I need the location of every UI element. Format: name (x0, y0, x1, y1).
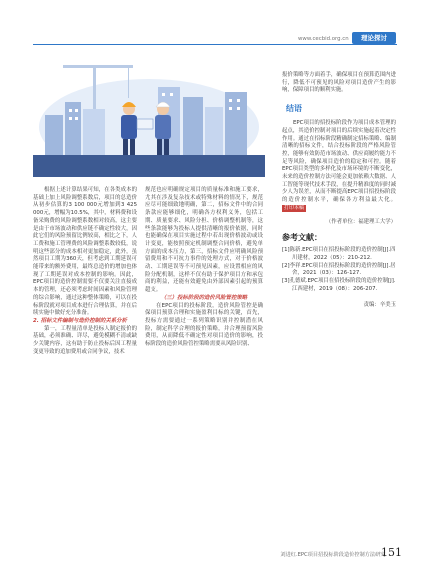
header-url: www.cecbid.org.cn (298, 36, 349, 42)
paragraph: 第一，工程量清单是投标人制定报价的基础，必须准确、详尽，避免模糊不清或缺少关键内容，这有助于防止投标后因工程量变更导致的追加费用或合同争议，技术 (33, 325, 137, 355)
reference-item: [3]孔德斌.EPC项目在招投标阶段的造价控制[J].江西建材，2019（08）：206-207. (282, 278, 396, 292)
header-rule (33, 44, 397, 45)
reference-item: [1]陈新.EPC项目在招投标阶段的造价控制[J].四川建材，2022（05）：210-212. (282, 247, 396, 261)
running-title-text: 刘进红.EPC项目招投标阶段造价控制方法研究 (280, 552, 386, 558)
subsection-heading: 2. 招标文件编制与造价控制的关系分析 (33, 317, 127, 324)
column-middle (145, 187, 263, 349)
paragraph: 在EPC项目的投标阶段，造价风险管控是确保项目预算合理和实施盈利目标的关键，首先，投标方需要通过一系列策略识别并控制潜在风险，制定科学合理的报价策略，并合理预留风险费用，从而降低不确定性对项目造价的影响，投标阶段的造价风险管控策略需要从风险识别、 (145, 302, 263, 348)
conclusion-text: EPC项目的招投标阶段作为项目成本管理的起点，其造价控制对项目的后续实施起着决定性作用。通过在招标阶段精确制定招标策略、编制清晰的招标文件，结合投标阶段的严格风险管控，能够有效防范市场波动、供应商履约能力不足等风险，确保项目造价的稳定和可控。随着EPC项目类型的多样化及市场环境的不断变化，未来的造价控制方法可能会更加依赖大数据、人工智能等现代技术手段，在提升精准度的同时减少人为误差，从而不断提高EPC项目招投标阶段的造价控制水平，确保各方利益最大化。 (282, 120, 396, 204)
subsection-heading: （三）投标阶段的造价风险管控策略 (160, 294, 248, 301)
paragraph (282, 120, 396, 212)
references-heading: 参考文献： (282, 233, 322, 243)
paragraph: 规范也应明确规定项目的质量标准和施工要求，尤其在涉及复杂技术或特殊材料的情况下，规范应尽可能细致地明确，第二，招标文件中的合同条款应能够细化，明确各方权利义务，包括工期、质量要求、风险分担、价格调整机制等，这些条款能够为投标人提供清晰的报价依据，同时也能确保在项目实施过程中若出现价格波动或设计变更，能按照预定机制调整合同价格，避免单方面的成本压力，第三，招标文件应明确风险预留费用和不可抗力事件的处理方式，对于价格波动、工期延误等不可预见因素，应设置相应的风险分配机制，这样不仅有助于保护项目方和承包商的利益，还能有效避免由外部因素引起的预算超支。 (145, 187, 263, 294)
editor-credit: 责编：辛美玉 (363, 302, 396, 309)
paragraph: 根据上述计算结果可知，在各类成本的基础上加上风险调整系数后，项目的总造价从初步估算的3 100 000元增加到3 425 000元，增幅为10.5%，其中，材料费和设备采购费的风险调整系数相对较高，这主要是由于市场波动和供应链不确定性较大，因此它们的风险预留比例较高，相比之下，人工费和施工管理费的风险调整系数较低，说明这些部分的成本相对更加稳定，此外，虽然项目工期为360天，但考虑到工期延误可能带来的额外费用，最终总造价的增加也体现了工期延误对成本控制的影响。因此，EPC项目的造价控制需要不仅要关注直接成本的管理，还必须考虑时间因素和风险管理的综合影响，通过这种整体策略，可以在投标阶段就对项目成本进行合理估算，并在后续实施中做好充分准备。 (33, 187, 137, 317)
column-right (282, 72, 396, 308)
blueprint-icon (137, 119, 153, 129)
ground (33, 155, 265, 177)
page-number: 151 (381, 546, 402, 559)
reference-item: [2]李祥.EPC项目在招投标阶段的造价控制[J].居舍，2021（03）：126-127. (282, 262, 396, 277)
conclusion-heading: 结语 (286, 104, 302, 114)
section-tag: 理论探讨 (352, 32, 396, 44)
author-affiliation: （作者单位：福建理工大学） (325, 218, 396, 225)
paragraph: 报价策略等方面着手，确保项目在预算范围内进行，降低不可预见的风险对项目造价产生的影响，保障项目的顺利实施。 (282, 72, 396, 94)
running-title (33, 551, 397, 558)
inline-tag: 打印本稿 (284, 204, 305, 211)
column-left (33, 187, 137, 356)
article-illustration (33, 57, 265, 177)
